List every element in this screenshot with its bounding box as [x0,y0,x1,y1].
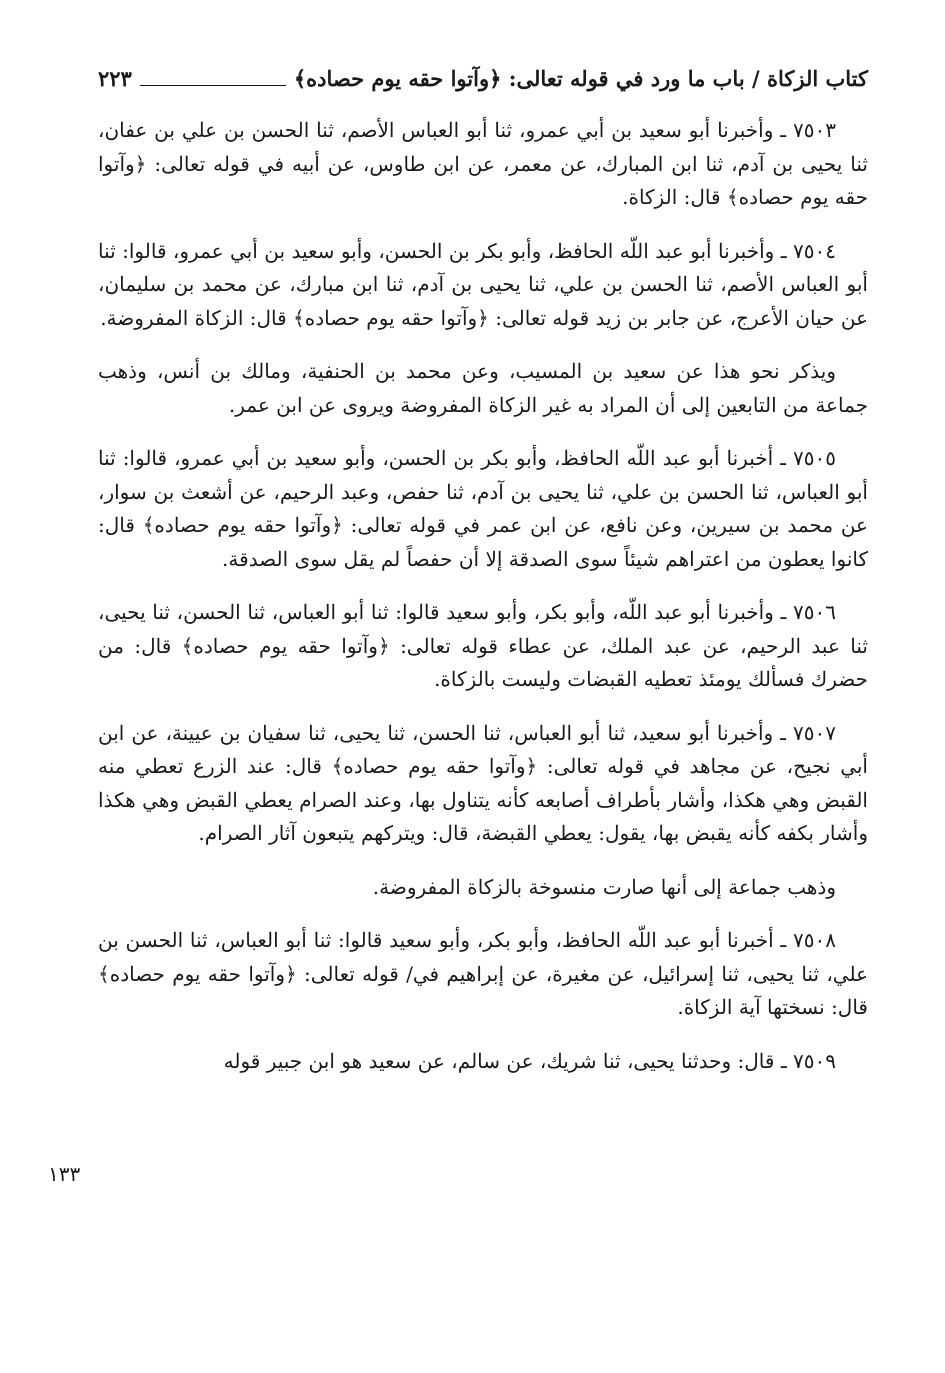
manuscript-folio-number: ١٣٣ [48,1162,81,1186]
hadith-7504: ٧٥٠٤ ـ وأخبرنا أبو عبد اللّه الحافظ، وأبو بكر بن الحسن، وأبو سعيد بن أبي عمرو، قالوا: ثنا أبو العباس الأصم، ثنا الحسن بن علي، ثنا يحيى بن آدم، ثنا ابن مبارك، عن محمد بن سليمان، عن حيان الأعرج، عن جابر بن زيد قوله تعالى: ﴿وآتوا حقه يوم حصاده﴾ قال: الزكاة المفروضة. [98,238,868,330]
running-header [98,60,868,96]
abrogation-note: وذهب جماعة إلى أنها صارت منسوخة بالزكاة المفروضة. [372,874,836,899]
hadith-7507: ٧٥٠٧ ـ وأخبرنا أبو سعيد، ثنا أبو العباس، ثنا الحسن، ثنا يحيى، ثنا سفيان بن عيينة، عن ابن أبي نجيح، عن مجاهد في قوله تعالى: ﴿وآتوا حقه يوم حصاده﴾ قال: عند الزرع تعطي منه القبض وهي هكذا، وأشار بأطراف أصابعه كأنه يتناول بها، وعند الصرام يعطي القبض وهي هكذا وأشار بكفه كأنه يقبض بها، يقول: يعطي القبضة، قال: ويتركهم يتبعون آثار الصرام. [98,720,868,845]
page-number: ٢٢٣ [98,65,132,91]
commentary-paragraph: ويذكر نحو هذا عن سعيد بن المسيب، وعن محمد بن الحنفية، ومالك بن أنس، وذهب جماعة من التابعين إلى أن المراد به غير الزكاة المفروضة ويروى عن ابن عمر. [98,359,868,417]
hadith-7509: ٧٥٠٩ ـ قال: وحدثنا يحيى، ثنا شريك، عن سالم، عن سعيد هو ابن جبير قوله [223,1048,836,1073]
hadith-7508: ٧٥٠٨ ـ أخبرنا أبو عبد اللّه الحافظ، وأبو بكر، وأبو سعيد قالوا: ثنا أبو العباس، ثنا الحسن بن علي، ثنا يحيى، ثنا إسرائيل، عن مغيرة، عن إبراهيم في/ قوله تعالى: ﴿وآتوا حقه يوم حصاده﴾ قال: نسختها آية الزكاة. [98,928,868,1019]
header-rule [140,71,286,86]
hadith-7506: ٧٥٠٦ ـ وأخبرنا أبو عبد اللّه، وأبو بكر، وأبو سعيد قالوا: ثنا أبو العباس، ثنا الحسن، ثنا يحيى، ثنا عبد الرحيم، عن عبد الملك، عن عطاء قوله تعالى: ﴿وآتوا حقه يوم حصاده﴾ قال: من حضرك فسألك يومئذ تعطيه القبضات وليست بالزكاة. [98,600,868,691]
hadith-7503: ٧٥٠٣ ـ وأخبرنا أبو سعيد بن أبي عمرو، ثنا أبو العباس الأصم، ثنا الحسن بن علي بن عفان، ثنا يحيى بن آدم، ثنا ابن المبارك، عن معمر، عن ابن طاوس، عن أبيه في قوله تعالى: ﴿وآتوا حقه يوم حصاده﴾ قال: الزكاة. [98,118,868,209]
page-body [98,114,868,1078]
hadith-7505: ٧٥٠٥ ـ أخبرنا أبو عبد اللّه الحافظ، وأبو بكر بن الحسن، وأبو سعيد بن أبي عمرو، قالوا: ثنا أبو العباس، ثنا الحسن بن علي، ثنا يحيى بن آدم، ثنا حفص، وعبد الرحيم، عن أشعث بن سوار، عن محمد بن سيرين، وعن نافع، عن ابن عمر في قوله تعالى: ﴿وآتوا حقه يوم حصاده﴾ قال: كانوا يعطون من اعتراهم شيئاً سوى الصدقة إلا أن حفصاً لم يقل سوى الصدقة. [98,446,868,571]
header-title: كتاب الزكاة / باب ما ورد في قوله تعالى: ﴿وآتوا حقه يوم حصاده﴾ [293,65,868,91]
